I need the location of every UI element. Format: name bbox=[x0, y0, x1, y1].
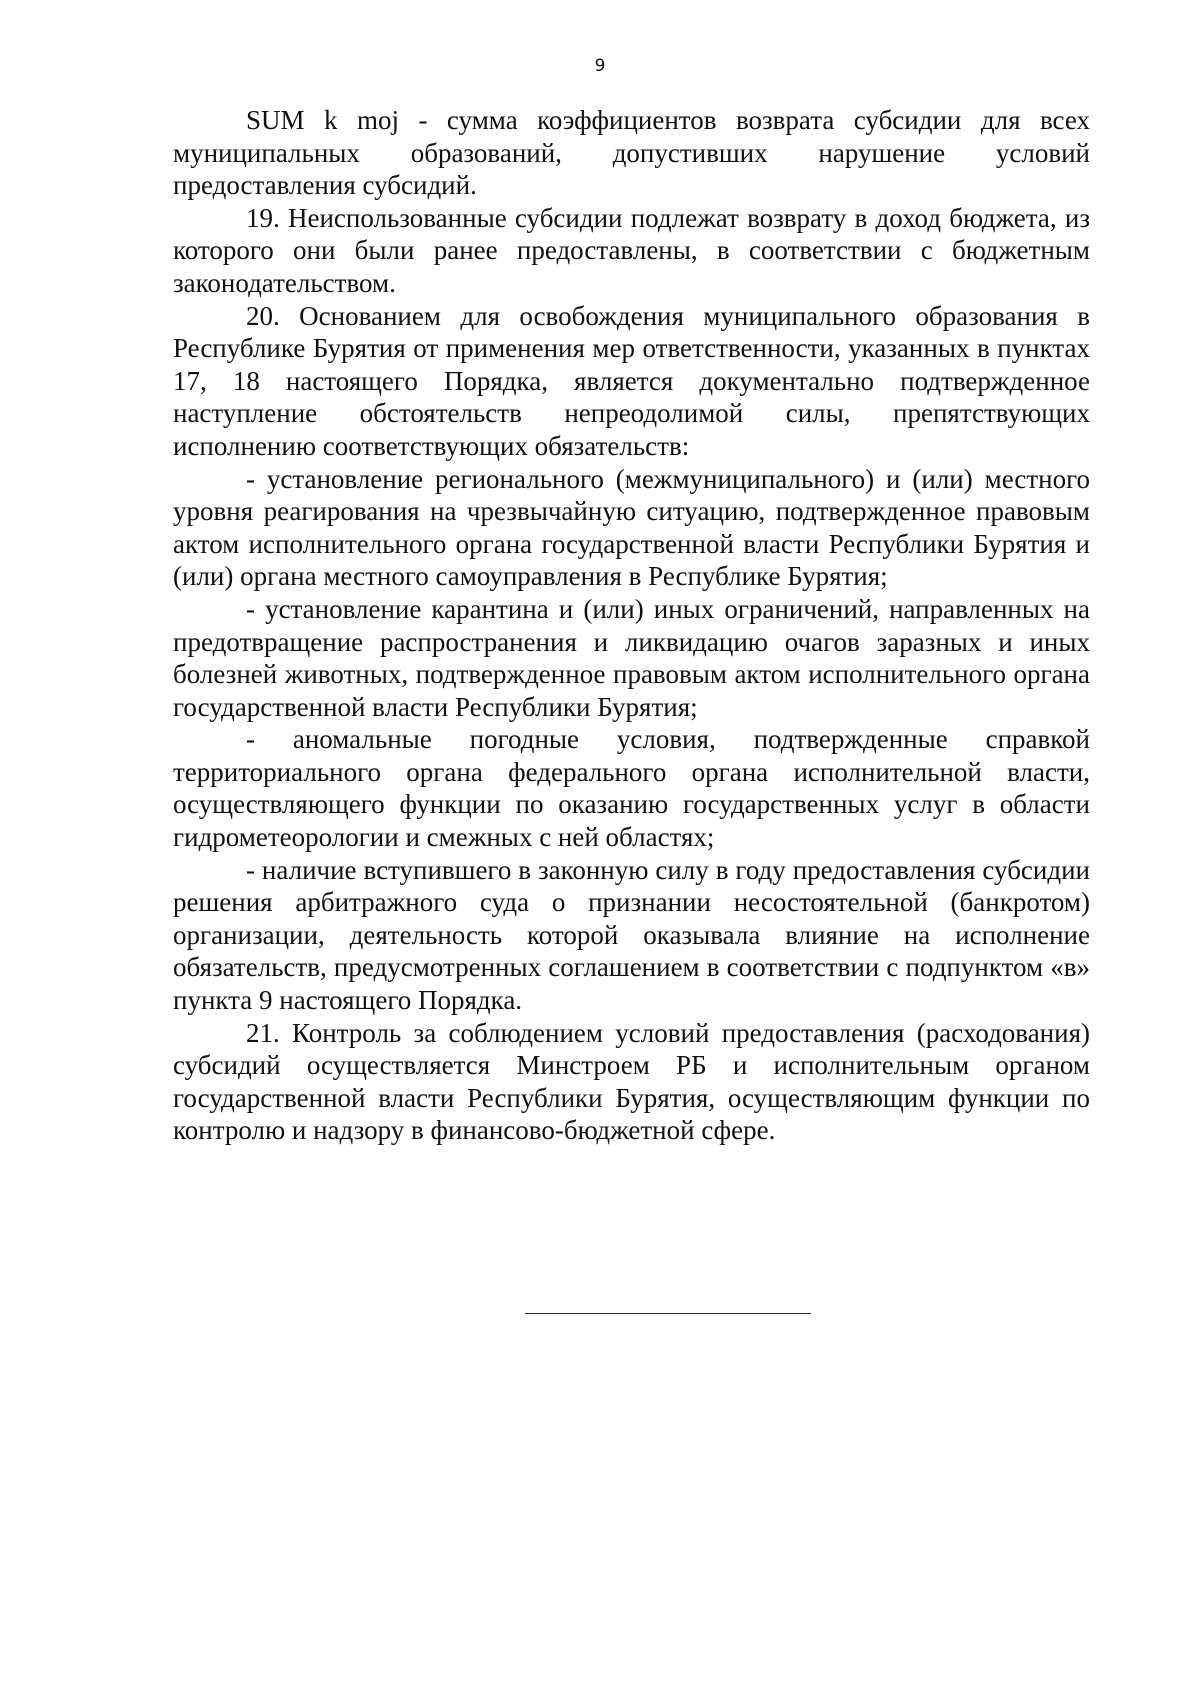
list-item-bankruptcy: - наличие вступившего в законную силу в году предоставления субсидии решения арбитражного суда о признании несостоятельной (банкротом) организации, деятельность которой оказывала влияние на исполнение обязательств, предусмотренных соглашением в соответствии с подпунктом «в» пункта 9 настоящего Порядка. bbox=[173, 854, 1090, 1016]
list-item-emergency: - установление регионального (межмуниципального) и (или) местного уровня реагирования на чрезвычайную ситуацию, подтвержденное правовым актом исполнительного органа государственной власти Республики Бурятия и (или) органа местного самоуправления в Республике Бурятия; bbox=[173, 463, 1090, 592]
paragraph-21: 21. Контроль за соблюдением условий предоставления (расходования) субсидий осуществляется Минстроем РБ и исполнительным органом государственной власти Республики Бурятия, осуществляющим функции по контролю и надзору в финансово-бюджетной сфере. bbox=[173, 1017, 1090, 1146]
paragraph-20: 20. Основанием для освобождения муниципального образования в Республике Бурятия от применения мер ответственности, указанных в пунктах 17, 18 настоящего Порядка, является документально подтвержденное наступление обстоятельств непреодолимой силы, препятствующих исполнению соответствующих обязательств: bbox=[173, 300, 1090, 461]
list-item-weather: - аномальные погодные условия, подтвержденные справкой территориального органа федерального органа исполнительной власти, осуществляющего функции по оказанию государственных услуг в области гидрометеорологии и смежных с ней областях; bbox=[173, 724, 1090, 853]
paragraph-sum-definition: SUM k moj - сумма коэффициентов возврата субсидии для всех муниципальных образований, допустивших нарушение условий предоставления субсидий. bbox=[173, 105, 1090, 201]
page-number: 9 bbox=[594, 56, 606, 76]
end-separator-line bbox=[525, 1313, 811, 1314]
paragraph-19: 19. Неиспользованные субсидии подлежат возврату в доход бюджета, из которого они были ранее предоставлены, в соответствии с бюджетным законодательством. bbox=[173, 202, 1090, 298]
document-body bbox=[173, 104, 1090, 1147]
list-item-quarantine: - установление карантина и (или) иных ограничений, направленных на предотвращение распространения и ликвидацию очагов заразных и иных болезней животных, подтвержденное правовым актом исполнительного органа государственной власти Республики Бурятия; bbox=[173, 593, 1090, 722]
